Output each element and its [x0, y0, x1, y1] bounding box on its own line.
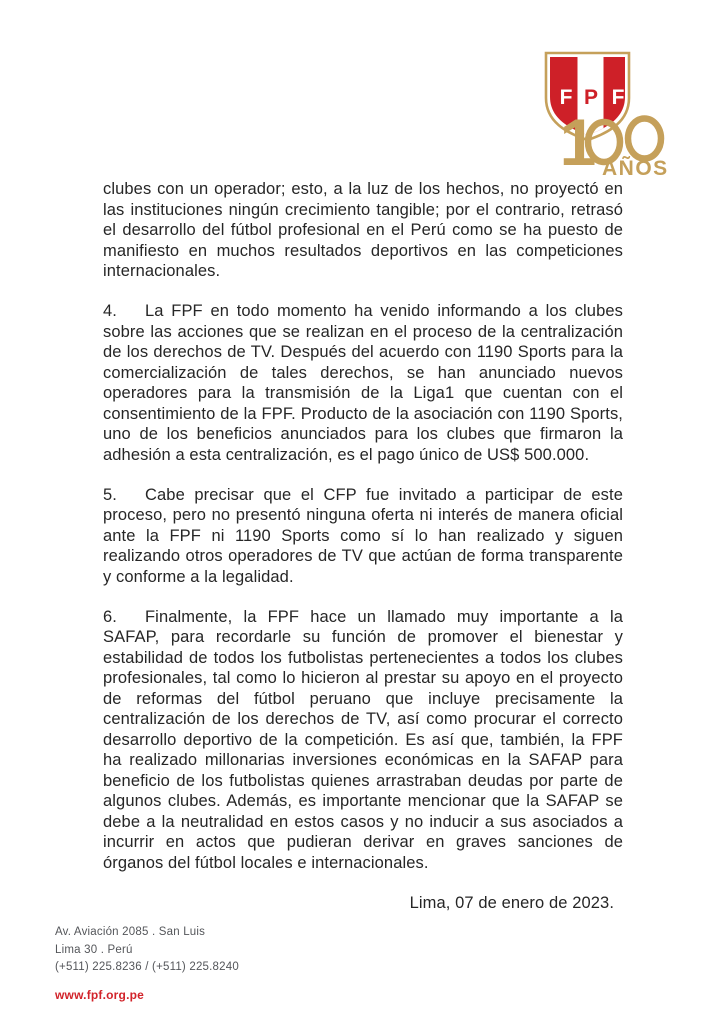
paragraph-continuation: clubes con un operador; esto, a la luz de los hechos, no proyectó en las instituciones ningún crecimiento tangible; por el contrario, retrasó el desarrollo del fútbol profesional en el Perú como se ha puesto de manifiesto en muchos resultados deportivos en las competiciones internacionales.: [103, 180, 623, 280]
shield-letter-f-right: F: [611, 86, 625, 109]
letter-footer: [55, 924, 239, 1004]
paragraph-5-text: Cabe precisar que el CFP fue invitado a participar de este proceso, pero no presentó ninguna oferta ni interés de manera oficial ante la FPF ni 1190 Sports como sí lo han realizado y siguen realizando otros operadores de TV que actúan de forma transparente y conforme a la legalidad.: [103, 485, 623, 586]
paragraph-4-number: 4.: [103, 302, 117, 320]
date-line: Lima, 07 de enero de 2023.: [409, 893, 614, 912]
footer-address-line-1: Av. Aviación 2085 . San Luis: [55, 926, 206, 938]
paragraph-6-text: Finalmente, la FPF hace un llamado muy importante a la SAFAP, para recordarle su función de promover el bienestar y estabilidad de todos los futbolistas pertenecientes a todos los clubes profesionales, tal como lo hicieron al prestar su apoyo en el proyecto de reformas del fútbol peruano que incluye precisamente la centralización de los derechos de TV, así como procurar el correcto desarrollo deportivo de la competición. Es así que, también, la FPF ha realizado millonarias inversiones económicas en la SAFAP para beneficio de los futbolistas quienes arrastraban deudas por parte de algunos clubes. Además, es importante mencionar que la SAFAP se debe a la neutralidad en estos casos y no inducir a sus asociados a incurrir en actos que pudieran derivar en graves sanciones de órganos del fútbol locales e internacionales.: [103, 607, 623, 872]
paragraph-4-text: La FPF en todo momento ha venido informando a los clubes sobre las acciones que se realizan en el proceso de la centralización de los derechos de TV. Después del acuerdo con 1190 Sports para la comercialización de tales derechos, se han anunciado nuevos operadores para la transmisión de la Liga1 que cuentan con el consentimiento de la FPF. Producto de la asociación con 1190 Sports, uno de los beneficios anunciados para los clubes que firmaron la adhesión a esta centralización, es el pago único de US$ 500.000.: [103, 302, 623, 464]
anniversary-anos-label: AÑOS: [602, 157, 669, 180]
paragraph-5: [103, 485, 623, 588]
footer-phone-line: (+511) 225.8236 / (+511) 225.8240: [55, 961, 239, 973]
footer-address-line-2: Lima 30 . Perú: [55, 943, 133, 956]
anniversary-zero-ring-2: [628, 119, 661, 159]
shield-letter-f-left: F: [559, 86, 573, 109]
anniversary-digit-one: 1: [559, 105, 597, 179]
shield-letter-p: P: [583, 86, 599, 109]
letter-body: [103, 179, 623, 913]
fpf-logo: [538, 44, 680, 186]
fpf-shield-icon: [538, 44, 680, 186]
paragraph-5-number: 5.: [103, 485, 117, 504]
paragraph-6-number: 6.: [103, 607, 117, 626]
paragraph-4: [103, 301, 623, 465]
paragraph-6: [103, 607, 623, 874]
footer-website-link: www.fpf.org.pe: [55, 987, 145, 1002]
